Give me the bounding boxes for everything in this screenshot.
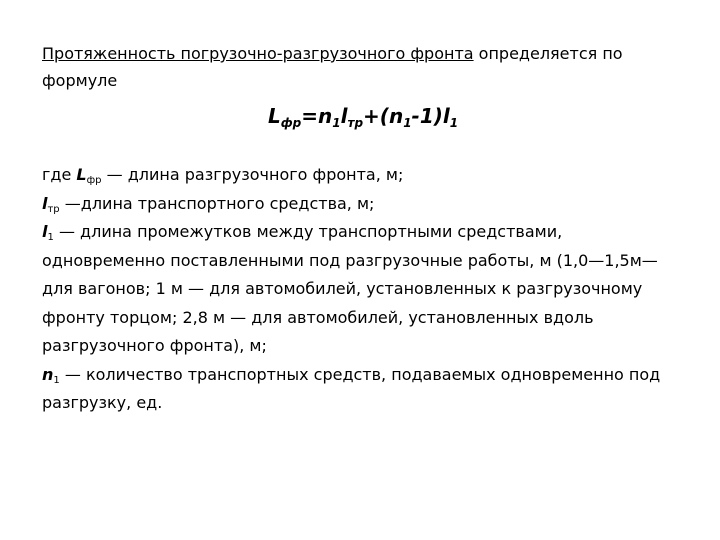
definition-line-5: для вагонов; 1 м — для автомобилей, установленных к разгрузочному [42, 279, 643, 298]
formula-l1-subscript: 1 [449, 116, 459, 130]
definition-line-n1 [42, 361, 682, 390]
definition-l1-symbol: l [42, 222, 48, 241]
intro-rest: определяется по формуле [42, 44, 623, 90]
definition-n1-symbol: n [42, 364, 54, 384]
definition-l1-subscript: 1 [47, 232, 54, 243]
formula-n1b-symbol: n [388, 104, 404, 128]
definition-line-l1 [42, 218, 682, 247]
definition-line-4: одновременно поставленными под разгрузочные работы, м (1,0—1,5м— [42, 250, 658, 270]
definition-line-6: фронту торцом; 2,8 м — для автомобилей, установленных вдоль [42, 307, 594, 327]
definition-lfr-text: — длина разгрузочного фронта, м; [101, 165, 404, 184]
definitions [42, 161, 682, 418]
definition-line-ltr [42, 190, 682, 219]
definition-prefix: где [42, 165, 77, 184]
definition-line-9: разгрузку, ед. [42, 393, 163, 412]
formula-equals: = [301, 104, 319, 128]
definition-lfr-subscript: фр [86, 175, 102, 186]
definition-n1-text: — количество транспортных средств, подаваемых одновременно под [59, 364, 661, 384]
formula [268, 103, 458, 129]
intro-paragraph [42, 40, 682, 94]
formula-ltr-subscript: тр [347, 116, 364, 130]
definition-line-lfr [42, 161, 682, 190]
formula-n1-subscript: 1 [332, 116, 341, 130]
formula-plus-open: +( [363, 104, 389, 128]
definition-ltr-text: —длина транспортного средства, м; [59, 193, 375, 213]
formula-n1b-subscript: 1 [403, 116, 412, 130]
formula-lhs-subscript: фр [280, 116, 302, 130]
definition-line-7: разгрузочного фронта), м; [42, 336, 267, 355]
formula-lhs-symbol: L [268, 104, 281, 128]
definition-n1-subscript: 1 [53, 374, 60, 386]
definition-ltr-symbol: l [42, 193, 48, 213]
definition-ltr-subscript: тр [47, 203, 60, 215]
definition-lfr-symbol: L [76, 165, 87, 184]
formula-ltr-symbol: l [340, 104, 348, 128]
formula-n1-symbol: n [318, 104, 333, 128]
intro-term: Протяженность погрузочно-разгрузочного фронта [42, 44, 474, 63]
formula-minus-one: -1) [411, 104, 443, 128]
formula-l1-symbol: l [442, 104, 450, 128]
definition-l1-text: — длина промежутков между транспортными средствами, [53, 222, 563, 241]
